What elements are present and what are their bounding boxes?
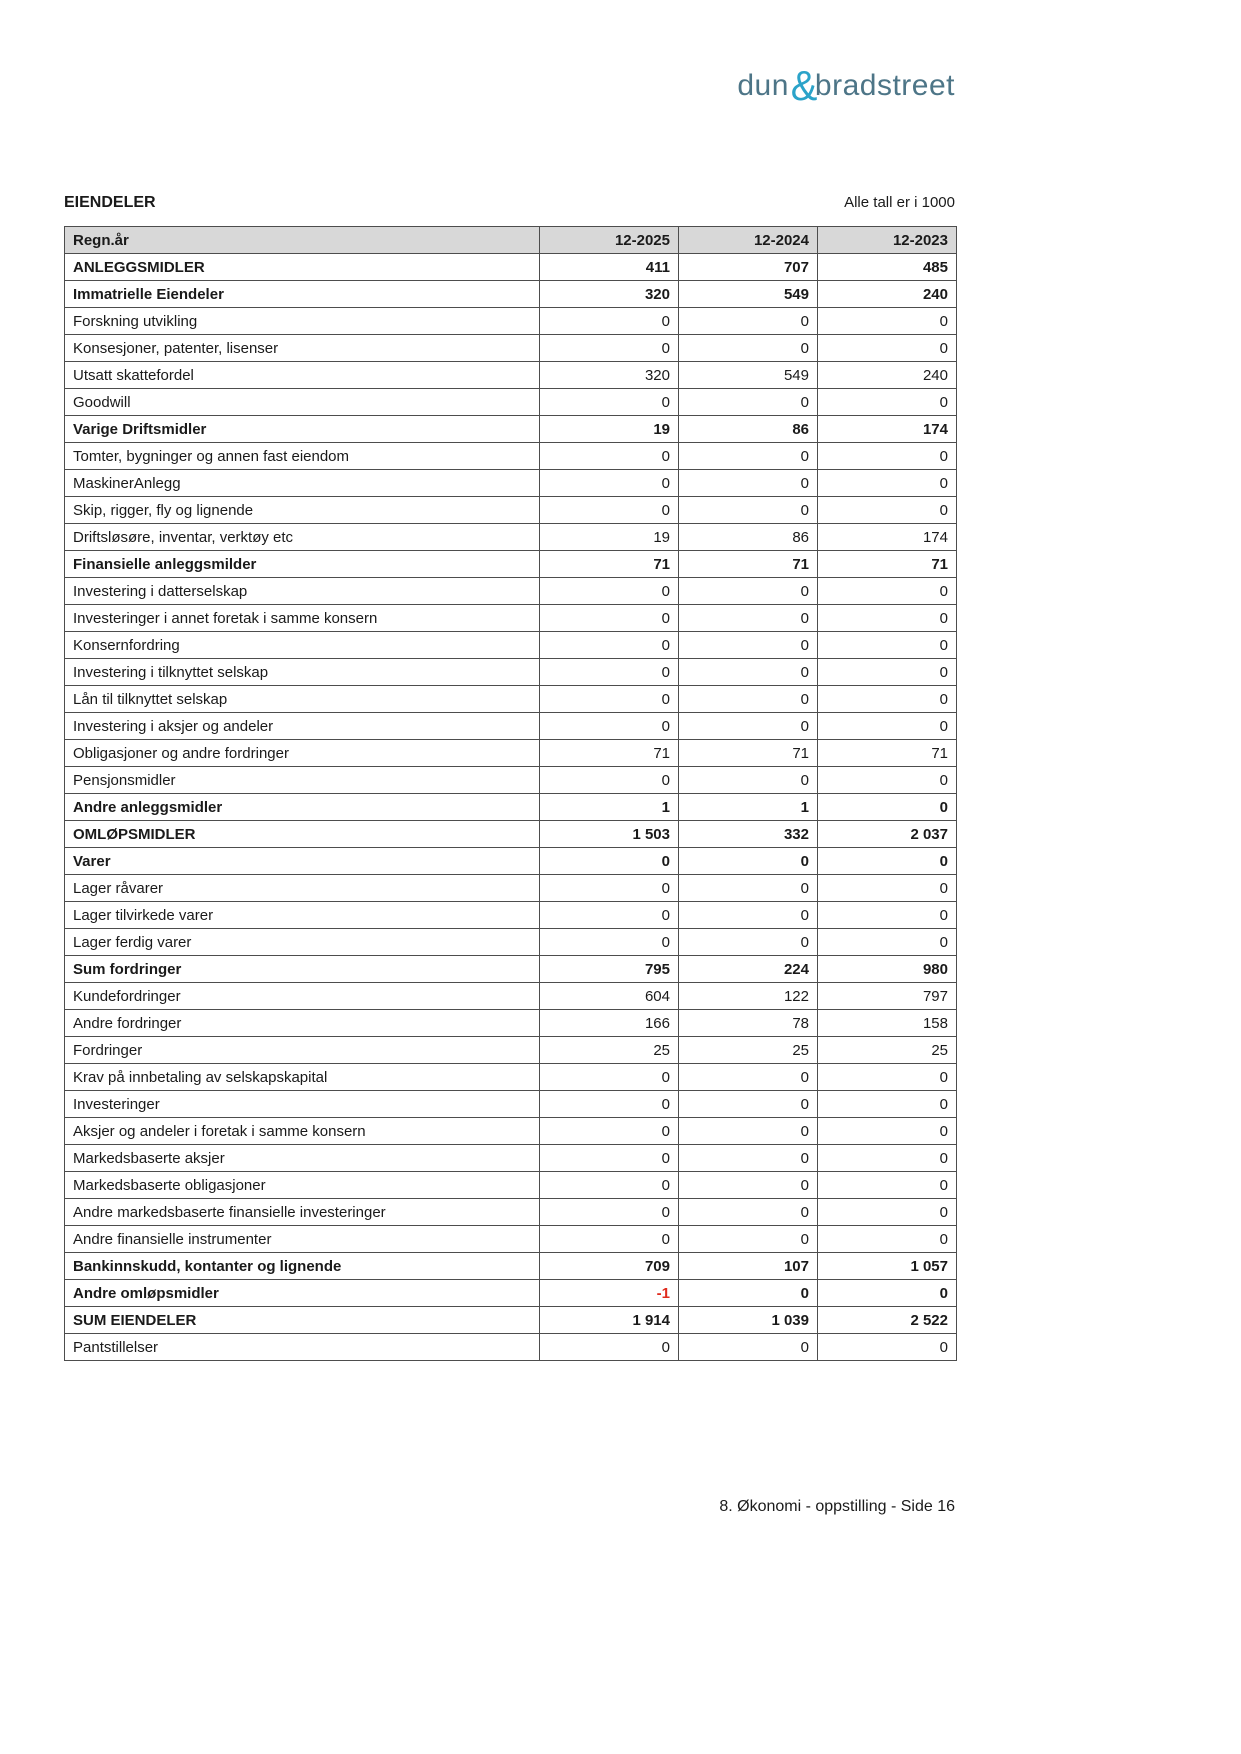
table-row [65, 902, 957, 929]
table-header-row [65, 227, 957, 254]
column-header-12-2025: 12-2025 [540, 227, 679, 254]
row-value: 0 [679, 1280, 818, 1307]
row-value: 0 [818, 794, 957, 821]
column-header-12-2023: 12-2023 [818, 227, 957, 254]
row-value: 86 [679, 416, 818, 443]
row-value: 0 [818, 848, 957, 875]
table-row [65, 335, 957, 362]
row-label: Konsesjoner, patenter, lisenser [65, 335, 540, 362]
row-value: 0 [540, 1118, 679, 1145]
row-value: 2 522 [818, 1307, 957, 1334]
row-value: 240 [818, 362, 957, 389]
row-value: 0 [679, 578, 818, 605]
table-row [65, 416, 957, 443]
row-value: 122 [679, 983, 818, 1010]
table-row [65, 497, 957, 524]
row-value: 0 [679, 1145, 818, 1172]
row-value: 0 [818, 659, 957, 686]
row-value: 0 [540, 1199, 679, 1226]
row-label: Driftsløsøre, inventar, verktøy etc [65, 524, 540, 551]
row-value: 0 [679, 713, 818, 740]
row-label: Varige Driftsmidler [65, 416, 540, 443]
row-value: 25 [818, 1037, 957, 1064]
table-row [65, 470, 957, 497]
column-header-12-2024: 12-2024 [679, 227, 818, 254]
row-value: 0 [679, 1199, 818, 1226]
row-label: Skip, rigger, fly og lignende [65, 497, 540, 524]
row-value: 71 [818, 551, 957, 578]
row-label: Aksjer og andeler i foretak i samme konsern [65, 1118, 540, 1145]
row-label: Utsatt skattefordel [65, 362, 540, 389]
row-value: 174 [818, 416, 957, 443]
row-label: Pensjonsmidler [65, 767, 540, 794]
row-label: Varer [65, 848, 540, 875]
logo-word-bradstreet: bradstreet [814, 69, 955, 102]
row-value: 0 [818, 1145, 957, 1172]
row-value: 0 [818, 389, 957, 416]
logo-word-dun: dun [737, 69, 789, 102]
row-label: Andre markedsbaserte finansielle investeringer [65, 1199, 540, 1226]
row-value: 0 [540, 659, 679, 686]
row-value: 0 [540, 1145, 679, 1172]
row-value: 795 [540, 956, 679, 983]
table-row [65, 983, 957, 1010]
table-row [65, 956, 957, 983]
row-value: 709 [540, 1253, 679, 1280]
row-label: Sum fordringer [65, 956, 540, 983]
row-value: 0 [540, 929, 679, 956]
row-value: 78 [679, 1010, 818, 1037]
table-row [65, 1253, 957, 1280]
row-label: Andre anleggsmidler [65, 794, 540, 821]
balance-sheet-table [64, 226, 957, 1361]
dun-bradstreet-logo [64, 62, 955, 110]
row-value: 71 [679, 551, 818, 578]
row-value: 0 [540, 1091, 679, 1118]
row-value: 0 [818, 335, 957, 362]
row-value: 71 [540, 551, 679, 578]
table-row [65, 362, 957, 389]
row-value: 707 [679, 254, 818, 281]
table-row [65, 1145, 957, 1172]
table-row [65, 686, 957, 713]
row-value: 0 [818, 875, 957, 902]
row-value: 485 [818, 254, 957, 281]
row-value: 0 [540, 1064, 679, 1091]
table-row [65, 713, 957, 740]
row-value: 1 057 [818, 1253, 957, 1280]
row-value: 980 [818, 956, 957, 983]
row-value: 71 [818, 740, 957, 767]
row-value: 604 [540, 983, 679, 1010]
row-value: 0 [679, 929, 818, 956]
row-value: 0 [540, 443, 679, 470]
row-value: 0 [679, 335, 818, 362]
row-label: Andre omløpsmidler [65, 1280, 540, 1307]
row-label: Krav på innbetaling av selskapskapital [65, 1064, 540, 1091]
row-value: 0 [540, 1226, 679, 1253]
table-body [65, 254, 957, 1361]
row-label: Andre fordringer [65, 1010, 540, 1037]
table-row [65, 794, 957, 821]
row-label: Immatrielle Eiendeler [65, 281, 540, 308]
row-value: -1 [540, 1280, 679, 1307]
row-value: 107 [679, 1253, 818, 1280]
table-row [65, 1199, 957, 1226]
row-value: 0 [679, 1118, 818, 1145]
row-value: 0 [818, 1172, 957, 1199]
table-row [65, 740, 957, 767]
row-value: 19 [540, 524, 679, 551]
column-header-regnar: Regn.år [65, 227, 540, 254]
row-value: 0 [679, 1064, 818, 1091]
row-value: 166 [540, 1010, 679, 1037]
logo-ampersand-icon: & [790, 62, 818, 109]
row-value: 0 [818, 443, 957, 470]
table-row [65, 1118, 957, 1145]
section-title: EIENDELER [64, 194, 156, 211]
row-value: 0 [679, 1334, 818, 1361]
row-value: 1 914 [540, 1307, 679, 1334]
table-row [65, 767, 957, 794]
row-value: 0 [818, 1280, 957, 1307]
row-value: 0 [818, 308, 957, 335]
row-value: 86 [679, 524, 818, 551]
row-value: 0 [679, 1172, 818, 1199]
table-row [65, 578, 957, 605]
table-row [65, 848, 957, 875]
table-row [65, 1307, 957, 1334]
row-label: Bankinnskudd, kontanter og lignende [65, 1253, 540, 1280]
row-value: 0 [679, 605, 818, 632]
row-value: 0 [540, 605, 679, 632]
row-value: 0 [540, 767, 679, 794]
row-value: 0 [818, 929, 957, 956]
row-value: 0 [818, 578, 957, 605]
row-value: 240 [818, 281, 957, 308]
row-value: 320 [540, 281, 679, 308]
row-value: 0 [818, 470, 957, 497]
row-value: 19 [540, 416, 679, 443]
row-value: 0 [818, 1091, 957, 1118]
table-row [65, 1010, 957, 1037]
row-value: 25 [540, 1037, 679, 1064]
row-value: 0 [679, 1226, 818, 1253]
table-row [65, 632, 957, 659]
row-value: 224 [679, 956, 818, 983]
row-label: Lager råvarer [65, 875, 540, 902]
row-value: 0 [818, 713, 957, 740]
row-value: 0 [679, 470, 818, 497]
row-value: 0 [540, 875, 679, 902]
row-value: 0 [540, 686, 679, 713]
table-row [65, 875, 957, 902]
row-value: 0 [540, 1334, 679, 1361]
row-label: Lån til tilknyttet selskap [65, 686, 540, 713]
row-value: 1 [540, 794, 679, 821]
table-row [65, 1226, 957, 1253]
row-value: 174 [818, 524, 957, 551]
row-label: SUM EIENDELER [65, 1307, 540, 1334]
row-value: 0 [679, 389, 818, 416]
table-row [65, 308, 957, 335]
table-row [65, 1280, 957, 1307]
row-value: 71 [679, 740, 818, 767]
table-row [65, 605, 957, 632]
row-value: 0 [540, 902, 679, 929]
row-value: 0 [540, 632, 679, 659]
row-value: 25 [679, 1037, 818, 1064]
row-label: OMLØPSMIDLER [65, 821, 540, 848]
row-value: 1 039 [679, 1307, 818, 1334]
row-label: Andre finansielle instrumenter [65, 1226, 540, 1253]
row-value: 0 [818, 605, 957, 632]
row-label: Lager ferdig varer [65, 929, 540, 956]
row-label: Lager tilvirkede varer [65, 902, 540, 929]
row-label: Markedsbaserte obligasjoner [65, 1172, 540, 1199]
row-value: 1 [679, 794, 818, 821]
row-value: 549 [679, 281, 818, 308]
row-value: 0 [679, 767, 818, 794]
row-value: 0 [818, 1118, 957, 1145]
row-value: 0 [540, 713, 679, 740]
table-row [65, 524, 957, 551]
row-value: 0 [818, 902, 957, 929]
row-label: Tomter, bygninger og annen fast eiendom [65, 443, 540, 470]
table-row [65, 281, 957, 308]
row-label: Fordringer [65, 1037, 540, 1064]
row-label: Investeringer i annet foretak i samme konsern [65, 605, 540, 632]
table-row [65, 443, 957, 470]
row-value: 71 [540, 740, 679, 767]
table-row [65, 1064, 957, 1091]
row-value: 0 [679, 1091, 818, 1118]
row-value: 0 [540, 578, 679, 605]
row-label: Goodwill [65, 389, 540, 416]
row-value: 0 [679, 902, 818, 929]
row-value: 0 [818, 1226, 957, 1253]
page-footer: 8. Økonomi - oppstilling - Side 16 [719, 1498, 955, 1515]
row-value: 0 [818, 767, 957, 794]
table-row [65, 1172, 957, 1199]
table-row [65, 1037, 957, 1064]
row-label: Kundefordringer [65, 983, 540, 1010]
row-value: 0 [679, 632, 818, 659]
row-label: Investering i datterselskap [65, 578, 540, 605]
row-label: Konsernfordring [65, 632, 540, 659]
row-value: 0 [540, 1172, 679, 1199]
row-value: 0 [679, 875, 818, 902]
row-label: Finansielle anleggsmilder [65, 551, 540, 578]
row-value: 0 [540, 470, 679, 497]
row-value: 0 [540, 308, 679, 335]
unit-note: Alle tall er i 1000 [844, 194, 955, 211]
row-value: 0 [540, 848, 679, 875]
row-value: 2 037 [818, 821, 957, 848]
row-value: 0 [540, 389, 679, 416]
row-value: 332 [679, 821, 818, 848]
row-value: 1 503 [540, 821, 679, 848]
table-row [65, 389, 957, 416]
table-row [65, 1334, 957, 1361]
row-value: 0 [679, 686, 818, 713]
row-value: 0 [818, 1199, 957, 1226]
row-value: 0 [679, 659, 818, 686]
row-value: 0 [818, 1334, 957, 1361]
row-value: 0 [818, 497, 957, 524]
row-value: 549 [679, 362, 818, 389]
row-value: 411 [540, 254, 679, 281]
row-value: 320 [540, 362, 679, 389]
table-row [65, 659, 957, 686]
row-label: Forskning utvikling [65, 308, 540, 335]
row-value: 158 [818, 1010, 957, 1037]
row-label: Pantstillelser [65, 1334, 540, 1361]
table-row [65, 551, 957, 578]
row-value: 0 [818, 1064, 957, 1091]
row-label: Investering i tilknyttet selskap [65, 659, 540, 686]
row-value: 0 [540, 335, 679, 362]
row-value: 0 [679, 308, 818, 335]
row-label: Investering i aksjer og andeler [65, 713, 540, 740]
row-value: 0 [679, 497, 818, 524]
row-value: 0 [679, 848, 818, 875]
row-value: 0 [540, 497, 679, 524]
table-row [65, 1091, 957, 1118]
section-header [64, 194, 955, 212]
row-value: 0 [818, 686, 957, 713]
table-row [65, 929, 957, 956]
table-row [65, 821, 957, 848]
row-label: ANLEGGSMIDLER [65, 254, 540, 281]
row-value: 0 [818, 632, 957, 659]
row-label: Investeringer [65, 1091, 540, 1118]
row-label: Obligasjoner og andre fordringer [65, 740, 540, 767]
row-value: 0 [679, 443, 818, 470]
row-label: Markedsbaserte aksjer [65, 1145, 540, 1172]
row-label: MaskinerAnlegg [65, 470, 540, 497]
row-value: 797 [818, 983, 957, 1010]
table-row [65, 254, 957, 281]
